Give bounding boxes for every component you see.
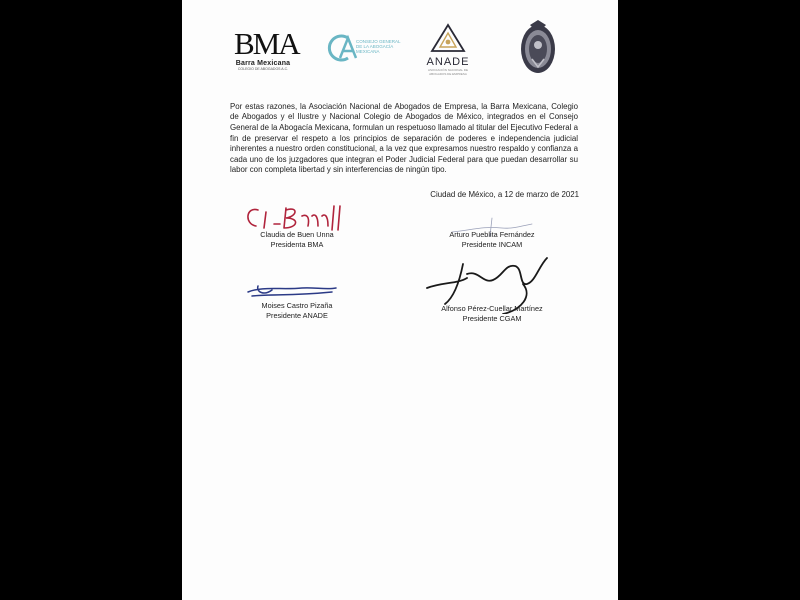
date-line: Ciudad de México, a 12 de marzo de 2021 <box>430 190 579 199</box>
signature-block-anade <box>222 280 372 324</box>
cga-emblem-icon <box>326 30 360 66</box>
signature-block-bma <box>222 210 372 254</box>
signature-block-cgam <box>407 262 577 324</box>
signatory-name: Moises Castro Pizaña <box>261 301 333 310</box>
signatory-name: Arturo Pueblita Fernández <box>449 230 535 239</box>
statement-paragraph: Por estas razones, la Asociación Nacional de Abogados de Empresa, la Barra Mexicana, Colegio de Abogados y el Ilustre y Nacional Colegio de Abogados de México, integrados en el Consejo General de la Abogacía Mexicana, formulan un respetuoso llamado al titular del Ejecutivo Federal a fin de preservar el respeto a los principios de separación de poderes e independencia judicial inherentes a nuestro orden constitucional, a la vez que expresamos nuestro respaldo y confianza a cada uno de los juzgadores que integran el Poder Judicial Federal para que puedan desarrollar su labor con completa libertad y sin interferencias de ningún tipo. <box>230 101 578 175</box>
anade-logo <box>420 23 476 76</box>
signatory-role: Presidente ANADE <box>266 311 328 320</box>
incam-seal-logo <box>518 19 558 75</box>
signature-block-incam <box>412 210 572 254</box>
anade-triangle-icon <box>430 23 466 53</box>
cga-logo <box>326 30 408 66</box>
signatory-name: Alfonso Pérez-Cuellar Martínez <box>441 304 543 313</box>
signatory-role: Presidente INCAM <box>461 240 523 249</box>
handwritten-signature-icon <box>236 202 356 232</box>
signatory-name: Claudia de Buen Unna <box>260 230 334 239</box>
incam-crest-icon <box>518 19 558 75</box>
handwritten-signature-icon <box>242 280 342 302</box>
signatory-role: Presidente CGAM <box>462 314 522 323</box>
bma-logo <box>234 26 299 71</box>
cga-logo-text: CONSEJO GENERAL DE LA ABOGACÍA MEXICANA <box>356 39 401 54</box>
document-page <box>182 0 618 600</box>
bma-logo-subtitle: COLEGIO DE ABOGADOS A.C. <box>237 67 289 71</box>
anade-logo-subtitle: ASOCIACIÓN NACIONAL DE ABOGADOS DE EMPRESA <box>428 68 468 76</box>
bma-logo-mark: BMA <box>234 26 299 61</box>
bma-logo-name: Barra Mexicana <box>235 60 291 67</box>
signatory-role: Presidenta BMA <box>270 240 324 249</box>
anade-logo-name: ANADE <box>426 56 470 68</box>
